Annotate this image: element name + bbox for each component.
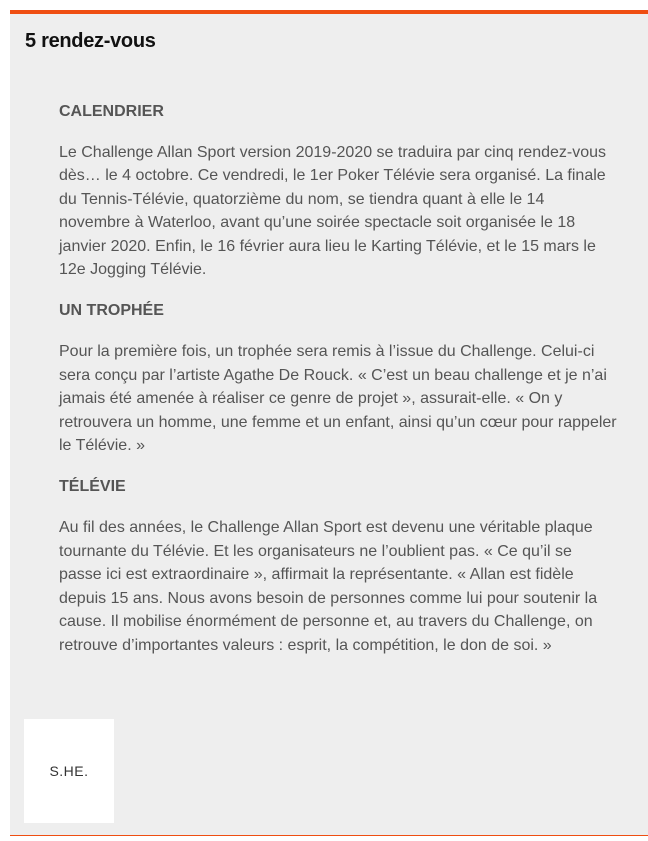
section-trophee [59, 301, 619, 457]
section-heading: UN TROPHÉE [59, 302, 164, 320]
section-paragraph: Pour la première fois, un trophée sera remis à l’issue du Challenge. Celui-ci sera conçu par l’artiste Agathe De Rouck. « C’est un beau challenge et je n’ai jamais été amenée à réaliser ce genre de projet », assurait-elle. « On y retrouvera un homme, une femme et un enfant, ainsi qu’un cœur pour rappeler le Télévie. » [59, 343, 617, 455]
author-initials: S.HE. [49, 763, 89, 779]
section-heading: CALENDRIER [59, 103, 164, 120]
author-signature-avatar [24, 719, 114, 823]
section-televie [59, 477, 619, 656]
box-title: 5 rendez-vous [25, 30, 156, 52]
section-paragraph: Le Challenge Allan Sport version 2019-2020 se traduira par cinq rendez-vous dès… le 4 octobre. Ce vendredi, le 1er Poker Télévie sera organisé. La finale du Tennis-Télévie, quatorzième du nom, se tiendra quant à elle le 14 novembre à Waterloo, avant qu’une soirée spectacle soit organisée le 18 janvier 2020. Enfin, le 16 février aura lieu le Karting Télévie, et le 15 mars le 12e Jogging Télévie. [59, 144, 607, 279]
info-box [10, 10, 648, 836]
section-paragraph: Au fil des années, le Challenge Allan Sport est devenu une véritable plaque tournante du Télévie. Et les organisateurs ne l’oublient pas. « Ce qu’il se passe ici est extraordinaire », affirmait la représentante. « Allan est fidèle depuis 15 ans. Nous avons besoin de personnes comme lui pour soutenir la cause. Il mobilise énormément de personne et, au travers du Challenge, on retrouve d’importantes valeurs : esprit, la compétition, le don de soi. » [59, 519, 598, 654]
section-calendrier [59, 102, 619, 281]
box-content [59, 102, 619, 677]
section-heading: TÉLÉVIE [59, 478, 126, 496]
